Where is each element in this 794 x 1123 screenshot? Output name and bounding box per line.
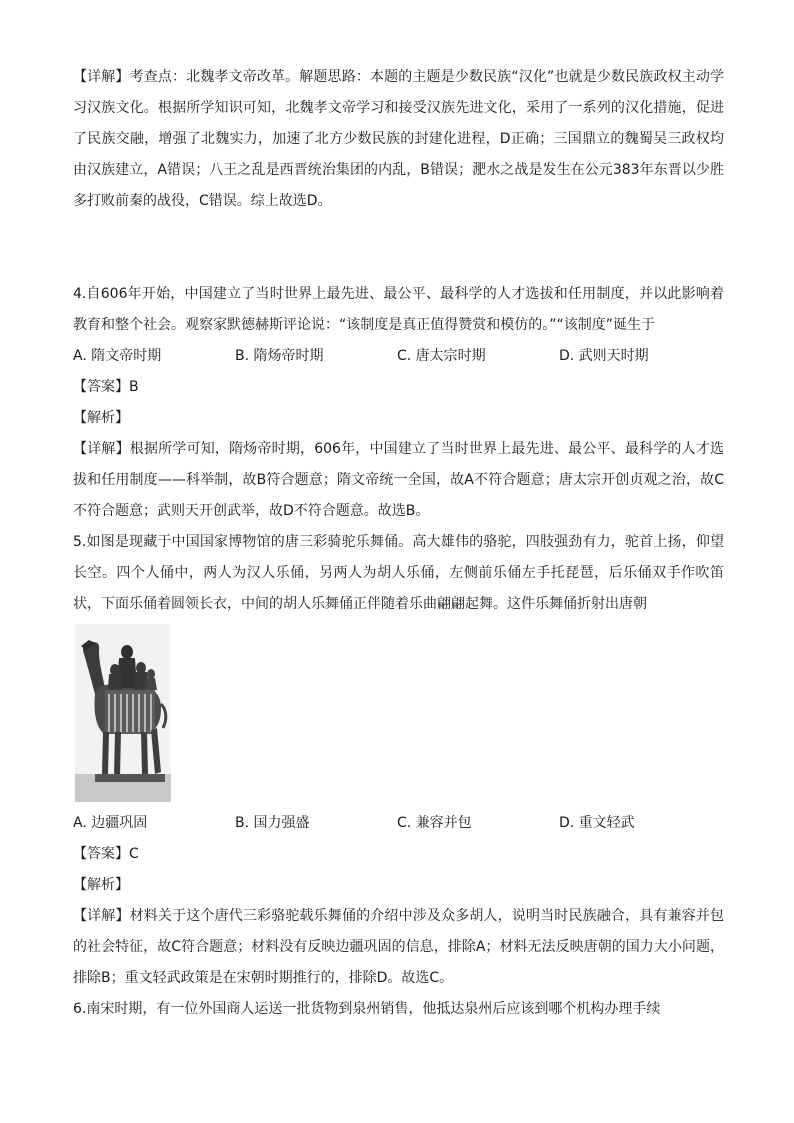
q5-answer bbox=[73, 839, 724, 870]
q5-analysis-tag: 【解析】 bbox=[73, 877, 129, 893]
q5-option-a: A. 边疆巩固 bbox=[73, 815, 148, 831]
q3-detail bbox=[73, 62, 724, 217]
q5-answer-value: C bbox=[129, 846, 139, 862]
q4-option-a: A. 隋文帝时期 bbox=[73, 348, 162, 364]
q3-detail-text: 考查点：北魏孝文帝改革。解题思路：本题的主题是少数民族“汉化”也就是少数民族政权主动学习汉族文化。根据所学知识可知，北魏孝文帝学习和接受汉族先进文化，采用了一系列的汉化措施，促进了民族交融，增强了北魏实力，加速了北方少数民族的封建化进程，D正确；三国鼎立的魏蜀吴三政权均由汉族建立，A错误；八王之乱是西晋统治集团的内乱，B错误；淝水之战是发生在公元383年东晋以少胜多打败前秦的战役，C错误。综上故选D。 bbox=[73, 69, 725, 209]
q5-detail-tag: 【详解】 bbox=[73, 908, 130, 924]
q5-option-d: D. 重文轻武 bbox=[559, 815, 635, 831]
q4-option-d: D. 武则天时期 bbox=[559, 348, 649, 364]
q5-answer-tag: 【答案】 bbox=[73, 846, 129, 862]
q4-detail-text: 根据所学可知，隋炀帝时期，606年，中国建立了当时世界上最先进、最公平、最科学的人才选拔和任用制度——科举制，故B符合题意；隋文帝统一全国，故A不符合题意；唐太宗开创贞观之治，故C不符合题意；武则天开创武举，故D不符合题意。故选B。 bbox=[73, 441, 724, 519]
q5-options bbox=[73, 808, 724, 839]
q4-detail bbox=[73, 434, 724, 527]
q5-detail-text: 材料关于这个唐代三彩骆驼载乐舞俑的介绍中涉及众多胡人，说明当时民族融合，具有兼容并包的社会特征，故C符合题意；材料没有反映边疆巩固的信息，排除A；材料无法反映唐朝的国力大小问题，排除B；重文轻武政策是在宋朝时期推行的，排除D。故选C。 bbox=[73, 908, 725, 986]
q4-stem: 4.自606年开始，中国建立了当时世界上最先进、最公平、最科学的人才选拔和任用制度，并以此影响着教育和整个社会。观察家默德赫斯评论说：“该制度是真正值得赞赏和模仿的。”“该制度”诞生于 bbox=[73, 286, 724, 333]
q4-answer-tag: 【答案】 bbox=[73, 379, 129, 395]
spacer bbox=[73, 217, 724, 279]
q5-stem: 5.如图是现藏于中国国家博物馆的唐三彩骑驼乐舞俑。高大雄伟的骆驼，四肢强劲有力，驼首上扬，仰望长空。四个人俑中，两人为汉人乐俑，另两人为胡人乐俑，左侧前乐俑左手托琵琶，后乐俑双手作吹笛状，下面乐俑着圆领长衣，中间的胡人乐舞俑正伴随着乐曲翩翩起舞。这件乐舞俑折射出唐朝 bbox=[73, 534, 724, 612]
q4-options bbox=[73, 341, 724, 372]
q6-stem: 6.南宋时期，有一位外国商人运送一批货物到泉州销售，他抵达泉州后应该到哪个机构办理手续 bbox=[73, 1001, 661, 1017]
q4-detail-tag: 【详解】 bbox=[73, 441, 130, 457]
q4-analysis-tag: 【解析】 bbox=[73, 410, 129, 426]
q3-detail-tag: 【详解】 bbox=[73, 69, 130, 85]
document-page bbox=[73, 62, 724, 1025]
q4-option-b: B. 隋炀帝时期 bbox=[235, 348, 324, 364]
q5-detail bbox=[73, 901, 724, 994]
q4-answer-value: B bbox=[129, 379, 139, 395]
camel-figurine-image bbox=[75, 624, 171, 802]
q5-option-b: B. 国力强盛 bbox=[235, 815, 310, 831]
q4-option-c: C. 唐太宗时期 bbox=[397, 348, 486, 364]
q5-option-c: C. 兼容并包 bbox=[397, 815, 472, 831]
q4-answer bbox=[73, 372, 724, 403]
